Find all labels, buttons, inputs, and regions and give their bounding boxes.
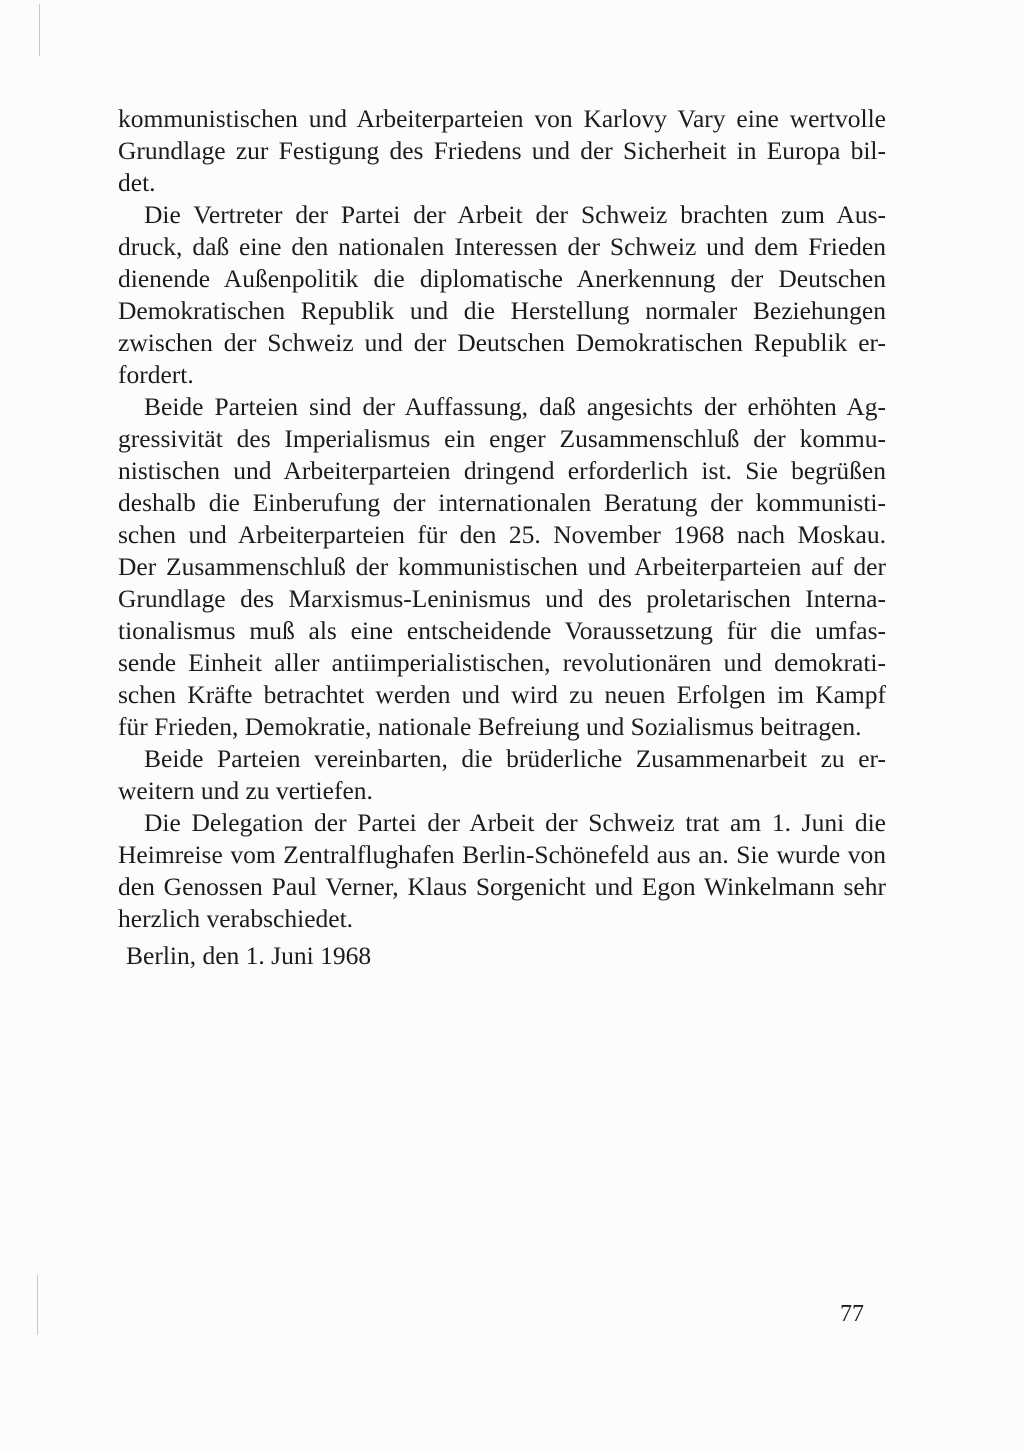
text-line: Grundlage des Marxismus-Leninismus und des proletarischen Interna- (118, 584, 886, 613)
text-line: Der Zusammenschluß der kommunistischen und Arbeiterparteien auf der (118, 552, 886, 581)
text-line: det. (118, 168, 156, 197)
paragraph-3 (118, 391, 886, 743)
paragraph-2 (118, 199, 886, 391)
text-line: Die Delegation der Partei der Arbeit der Schweiz trat am 1. Juni die (144, 808, 886, 837)
text-line: nistischen und Arbeiterparteien dringend erforderlich ist. Sie begrüßen (118, 456, 886, 485)
text-line: tionalismus muß als eine entscheidende Voraussetzung für die umfas- (118, 616, 886, 645)
text-line: Grundlage zur Festigung des Friedens und der Sicherheit in Europa bil- (118, 136, 886, 165)
text-line: schen Kräfte betrachtet werden und wird zu neuen Erfolgen im Kampf (118, 680, 886, 709)
text-line: den Genossen Paul Verner, Klaus Sorgenicht und Egon Winkelmann sehr (118, 872, 886, 901)
text-line: gressivität des Imperialismus ein enger Zusammenschluß der kommu- (118, 424, 886, 453)
text-line: für Frieden, Demokratie, nationale Befreiung und Sozialismus beitragen. (118, 712, 862, 741)
text-line: Beide Parteien sind der Auffassung, daß angesichts der erhöhten Ag- (144, 392, 886, 421)
paragraph-4 (118, 743, 886, 807)
text-line: Demokratischen Republik und die Herstellung normaler Beziehungen (118, 296, 886, 325)
text-line: sende Einheit aller antiimperialistischen, revolutionären und demokrati- (118, 648, 886, 677)
text-line: herzlich verabschiedet. (118, 904, 354, 933)
text-line: deshalb die Einberufung der internationalen Beratung der kommunisti- (118, 488, 886, 517)
text-line: Heimreise vom Zentralflughafen Berlin-Schönefeld aus an. Sie wurde von (118, 840, 886, 869)
text-line: druck, daß eine den nationalen Interessen der Schweiz und dem Frieden (118, 232, 886, 261)
margin-mark-bottom (37, 1275, 38, 1335)
text-line: weitern und zu vertiefen. (118, 776, 373, 805)
text-line: Die Vertreter der Partei der Arbeit der Schweiz brachten zum Aus- (144, 200, 886, 229)
text-line: dienende Außenpolitik die diplomatische Anerkennung der Deutschen (118, 264, 886, 293)
text-line: fordert. (118, 360, 194, 389)
text-line: schen und Arbeiterparteien für den 25. November 1968 nach Moskau. (118, 520, 886, 549)
body-text (118, 103, 886, 935)
text-line: kommunistischen und Arbeiterparteien von Karlovy Vary eine wertvolle (118, 104, 886, 133)
paragraph-5 (118, 807, 886, 935)
closing-date-line: Berlin, den 1. Juni 1968 (126, 941, 372, 970)
page-number: 77 (840, 1301, 864, 1327)
margin-mark-top (39, 4, 40, 56)
text-line: zwischen der Schweiz und der Deutschen Demokratischen Republik er- (118, 328, 886, 357)
paragraph-1 (118, 103, 886, 199)
text-line: Beide Parteien vereinbarten, die brüderliche Zusammenarbeit zu er- (144, 744, 886, 773)
